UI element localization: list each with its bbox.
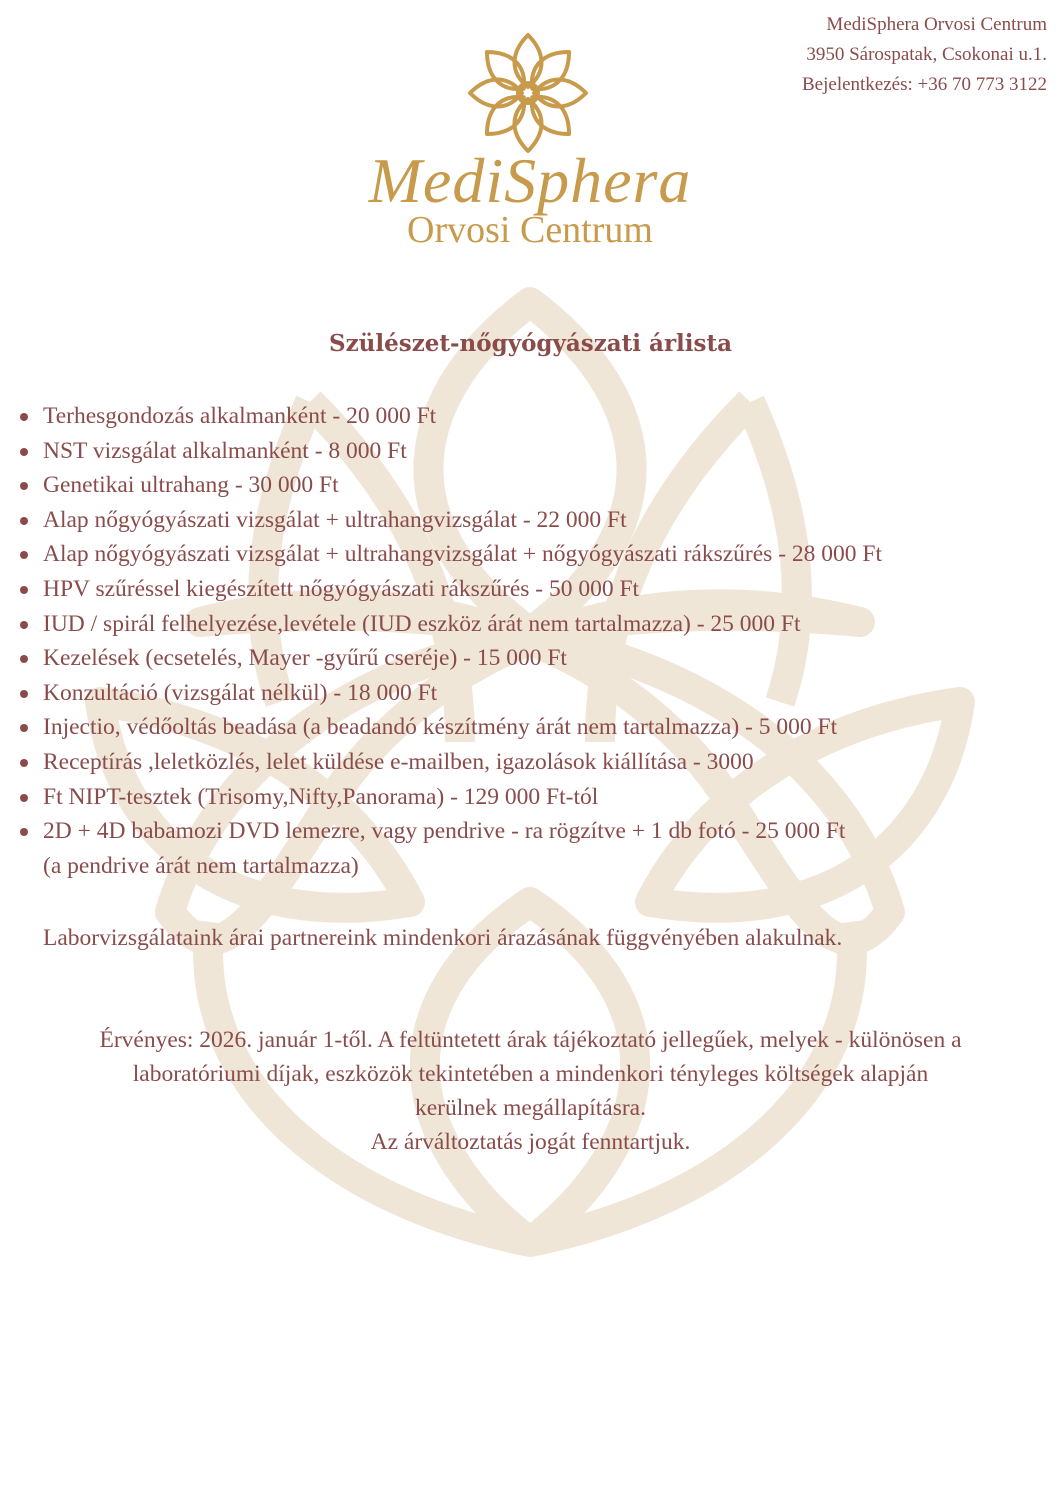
price-item	[0, 745, 1061, 780]
price-item-text: Injectio, védőoltás beadása (a beadandó készítmény árát nem tartalmazza) - 5 000 Ft	[43, 714, 838, 741]
bullet-icon	[20, 690, 28, 698]
bullet-icon	[20, 655, 28, 663]
price-item-text: IUD / spirál felhelyezése,levétele (IUD eszköz árát nem tartalmazza) - 25 000 Ft	[43, 610, 801, 637]
bullet-icon	[20, 413, 28, 421]
address-line-phone: Bejelentkezés: +36 70 773 3122	[802, 74, 1047, 95]
price-item	[0, 468, 1061, 503]
header-address	[802, 10, 1047, 100]
price-item	[0, 676, 1061, 711]
price-item-text: Genetikai ultrahang - 30 000 Ft	[43, 472, 339, 499]
price-item-text: NST vizsgálat alkalmanként - 8 000 Ft	[43, 437, 407, 464]
price-item-text: Kezelések (ecsetelés, Mayer -gyűrű cseréje) - 15 000 Ft	[43, 645, 567, 672]
validity-line: Érvényes: 2026. január 1-től. A feltüntetett árak tájékoztató jellegűek, melyek - különösen a	[99, 1027, 962, 1054]
price-item	[0, 503, 1061, 538]
bullet-icon	[20, 517, 28, 525]
price-list	[0, 399, 1061, 883]
price-item-text: Terhesgondozás alkalmanként - 20 000 Ft	[43, 403, 437, 429]
bullet-icon	[20, 551, 28, 559]
price-item	[0, 537, 1061, 572]
address-line-street: 3950 Sárospatak, Csokonai u.1.	[806, 44, 1047, 65]
page-title: Szülészet-nőgyógyászati árlista	[328, 330, 733, 357]
price-item	[0, 814, 1061, 883]
price-item	[0, 572, 1061, 607]
price-item-text: Ft NIPT-tesztek (Trisomy,Nifty,Panorama) - 129 000 Ft-tól	[43, 783, 599, 810]
bullet-icon	[20, 448, 28, 456]
logo-subtitle: Orvosi Centrum	[407, 209, 653, 251]
bullet-icon	[20, 586, 28, 594]
price-item	[0, 607, 1061, 642]
price-item-text: Alap nőgyógyászati vizsgálat + ultrahangvizsgálat - 22 000 Ft	[43, 506, 627, 533]
address-line-name: MediSphera Orvosi Centrum	[826, 14, 1047, 35]
price-item-text: Konzultáció (vizsgálat nélkül) - 18 000 Ft	[43, 679, 438, 706]
bullet-icon	[20, 794, 28, 802]
price-item	[0, 641, 1061, 676]
bullet-icon	[20, 759, 28, 767]
bullet-icon	[20, 621, 28, 629]
lab-note: Laborvizsgálataink árai partnereink mindenkori árazásának függvényében alakulnak.	[43, 925, 843, 952]
bullet-icon	[20, 828, 28, 836]
main-content	[0, 330, 1061, 1159]
validity-line: Az árváltoztatás jogát fenntartjuk.	[370, 1129, 691, 1156]
logo	[330, 30, 730, 260]
price-item	[0, 710, 1061, 745]
validity-note	[0, 1023, 1061, 1159]
price-item	[0, 399, 1061, 434]
lotus-mandala-icon	[460, 30, 596, 156]
validity-line: kerülnek megállapításra.	[415, 1095, 646, 1122]
price-item	[0, 780, 1061, 815]
price-item	[0, 434, 1061, 469]
price-item-text: HPV szűréssel kiegészített nőgyógyászati rákszűrés - 50 000 Ft	[43, 575, 640, 602]
bullet-icon	[20, 482, 28, 490]
bullet-icon	[20, 724, 28, 732]
price-item-text: Receptírás ,leletközlés, lelet küldése e-mailben, igazolások kiállítása - 3000	[43, 748, 754, 775]
price-item-text: Alap nőgyógyászati vizsgálat + ultrahangvizsgálat + nőgyógyászati rákszűrés - 28 000 Ft	[43, 541, 883, 568]
validity-line: laboratóriumi díjak, eszközök tekintetében a mindenkori tényleges költségek alapján	[132, 1061, 929, 1088]
logo-name: MediSphera	[368, 145, 692, 216]
price-item-continuation: (a pendrive árát nem tartalmazza)	[43, 852, 359, 879]
price-item-text: 2D + 4D babamozi DVD lemezre, vagy pendrive - ra rögzítve + 1 db fotó - 25 000 Ft	[43, 818, 846, 845]
